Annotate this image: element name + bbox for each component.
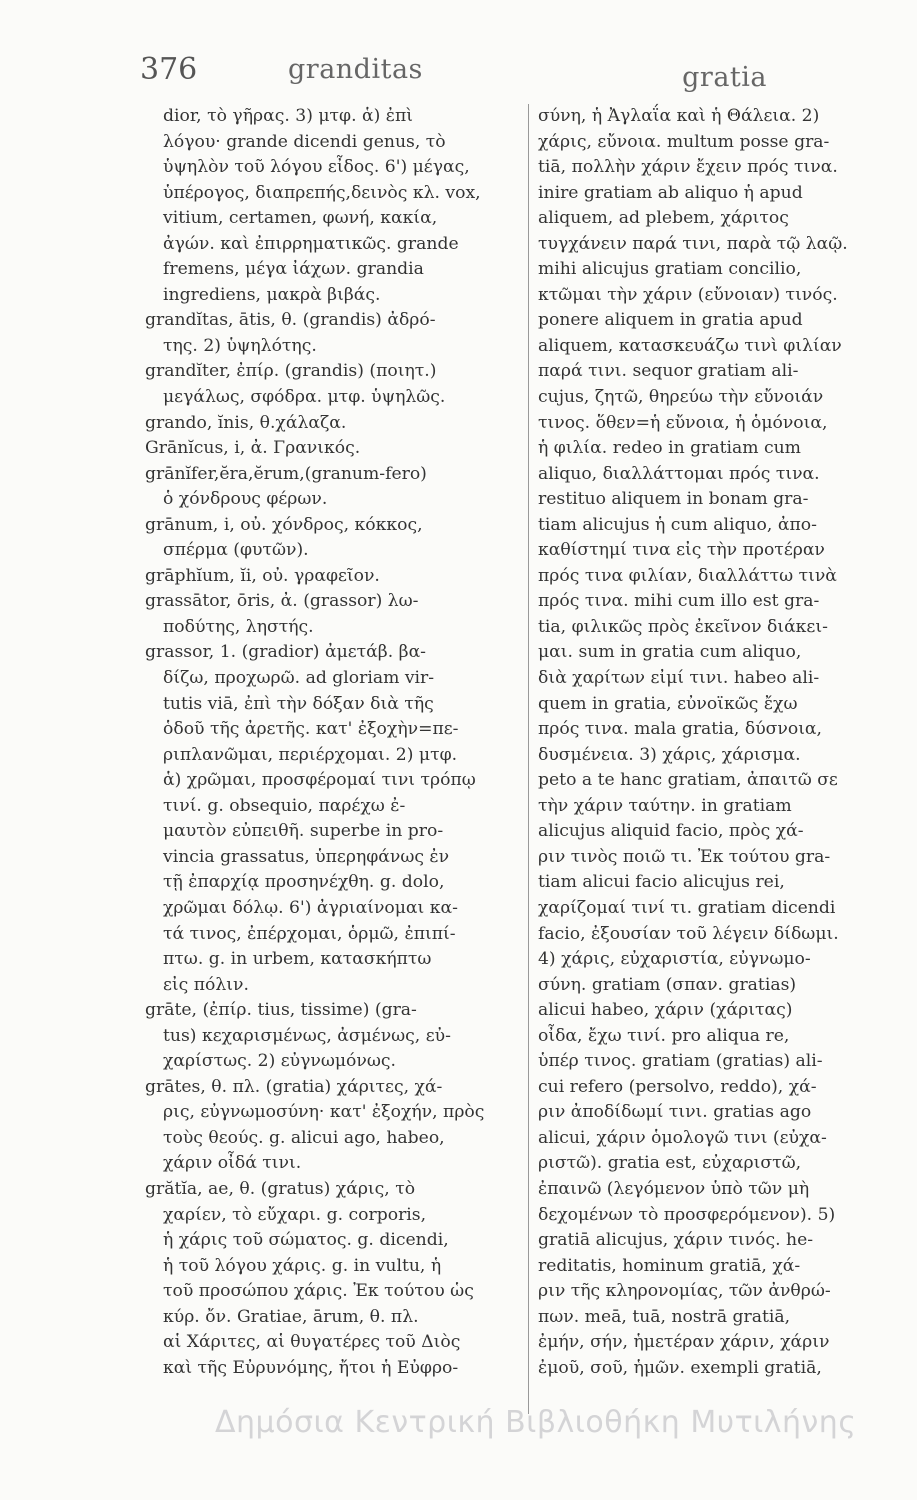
text-line: παρά τινι. sequor gratiam ali-	[538, 361, 799, 382]
text-line: vitium, certamen, φωνή, κακία,	[163, 208, 438, 229]
text-line: τά τινος, ἐπέρχομαι, ὁρμῶ, ἐπιπί-	[163, 923, 456, 944]
text-line: fremens, μέγα ἰάχων. grandia	[163, 259, 424, 280]
text-line: κύρ. ὄν. Gratiae, ārum, θ. πλ.	[163, 1306, 419, 1327]
text-line: grānum, i, οὐ. χόνδρος, κόκκος,	[145, 514, 423, 535]
text-line: πρός τινα φιλίαν, διαλλάττω τινὰ	[538, 565, 837, 586]
text-line: restituo aliquem in bonam gra-	[538, 489, 809, 510]
text-line: τοῦ προσώπου χάρις. Ἐκ τούτου ὡς	[163, 1281, 474, 1302]
text-line: πτω. g. in urbem, κατασκήπτω	[163, 949, 432, 970]
text-line: ἐμήν, σήν, ἡμετέραν χάριν, χάριν	[538, 1332, 830, 1353]
left-headword: granditas	[288, 54, 423, 85]
text-line: ὑπέρογος, διαπρεπής,δεινὸς κλ. vox,	[163, 182, 481, 203]
text-line: σπέρμα (φυτῶν).	[163, 540, 309, 561]
text-line: χαρίστως. 2) εὐγνωμόνως.	[163, 1051, 396, 1072]
text-line: cui refero (persolvo, reddo), χά-	[538, 1076, 817, 1097]
text-line: οἶδα, ἔχω τινί. pro aliqua re,	[538, 1025, 790, 1046]
text-line: σύνη. gratiam (σπαν. gratias)	[538, 974, 797, 995]
text-line: εἰς πόλιν.	[163, 974, 249, 995]
text-line: tutis viā, ἐπὶ τὴν δόξαν διὰ τῆς	[163, 693, 434, 714]
text-line: ponere aliquem in gratia apud	[538, 310, 803, 331]
text-line: inire gratiam ab aliquo ἡ apud	[538, 182, 803, 203]
right-column	[538, 104, 910, 1381]
text-line: δυσμένεια. 3) χάρις, χάρισμα.	[538, 744, 801, 765]
text-line: grandĭter, ἐπίρ. (grandis) (ποιητ.)	[145, 361, 437, 382]
text-line: Grānĭcus, i, ἀ. Γρανικός.	[145, 438, 361, 459]
text-line: grāphĭum, ĭi, οὐ. γραφεῖον.	[145, 565, 380, 586]
text-line: ριν τινὸς ποιῶ τι. Ἐκ τούτου gra-	[538, 846, 831, 867]
text-line: quem in gratia, εὐνοϊκῶς ἔχω	[538, 693, 798, 714]
text-line: αἱ Χάριτες, αἱ θυγατέρες τοῦ Διὸς	[163, 1332, 461, 1353]
text-line: χάρις, εὔνοια. multum posse gra-	[538, 131, 830, 152]
text-line: μεγάλως, σφόδρα. μτφ. ὑψηλῶς.	[163, 387, 446, 408]
text-line: χρῶμαι δόλῳ. 6') ἀγριαίνομαι κα-	[163, 897, 458, 918]
text-line: grassor, 1. (gradior) ἀμετάβ. βα-	[145, 642, 426, 663]
text-line: tiā, πολλὴν χάριν ἔχειν πρός τινα.	[538, 157, 838, 178]
text-line: alicujus aliquid facio, πρὸς χά-	[538, 821, 804, 842]
text-line: aliquem, ad plebem, χάριτος	[538, 208, 789, 229]
left-column	[145, 104, 515, 1381]
text-line: ριπλανῶμαι, περιέρχομαι. 2) μτφ.	[163, 744, 458, 765]
text-line: ριστῶ). gratia est, εὐχαριστῶ,	[538, 1153, 802, 1174]
text-line: peto a te hanc gratiam, ἀπαιτῶ σε	[538, 770, 838, 791]
text-line: κτῶμαι τὴν χάριν (εὔνοιαν) τινός.	[538, 284, 838, 305]
library-watermark: Δημόσια Κεντρική Βιβλιοθήκη Μυτιλήνης	[215, 1405, 857, 1440]
text-line: τινί. g. obsequio, παρέχω ἐ-	[163, 795, 406, 816]
text-line: ingrediens, μακρὰ βιβάς.	[163, 284, 381, 305]
text-line: facio, ἐξουσίαν τοῦ λέγειν δίδωμι.	[538, 923, 839, 944]
text-line: ἡ τοῦ λόγου χάρις. g. in vultu, ἡ	[163, 1255, 442, 1276]
text-line: ριν τῆς κληρονομίας, τῶν ἀνθρώ-	[538, 1281, 831, 1302]
text-line: χαρίζομαί τινί τι. gratiam dicendi	[538, 897, 836, 918]
text-line: mihi alicujus gratiam concilio,	[538, 259, 802, 280]
text-line: τὴν χάριν ταύτην. in gratiam	[538, 795, 792, 816]
text-line: alicui, χάριν ὁμολογῶ τινι (εὐχα-	[538, 1127, 827, 1148]
text-line: ὑπέρ τινος. gratiam (gratias) ali-	[538, 1051, 823, 1072]
text-line: tiam alicujus ἡ cum aliquo, ἀπο-	[538, 514, 817, 535]
text-line: tus) κεχαρισμένως, ἀσμένως, εὐ-	[163, 1025, 451, 1046]
text-line: τινος. ὅθεν=ἡ εὔνοια, ἡ ὁμόνοια,	[538, 412, 828, 433]
text-line: aliquo, διαλλάττομαι πρός τινα.	[538, 463, 820, 484]
text-line: ὑψηλὸν τοῦ λόγου εἶδος. 6') μέγας,	[163, 157, 470, 178]
text-line: ὁδοῦ τῆς ἀρετῆς. κατ' ἐξοχὴν=πε-	[163, 719, 459, 740]
page-header	[140, 52, 767, 96]
text-line: δεχομένων τὸ προσφερόμενον). 5)	[538, 1204, 836, 1225]
text-line: ὁ χόνδρους φέρων.	[163, 489, 328, 510]
text-line: grāte, (ἐπίρ. tius, tissime) (gra-	[145, 1000, 417, 1021]
text-line: χαρίεν, τὸ εὔχαρι. g. corporis,	[163, 1204, 427, 1225]
text-line: grătĭa, ae, θ. (gratus) χάρις, τὸ	[145, 1178, 416, 1199]
text-line: tiam alicui facio alicujus rei,	[538, 872, 785, 893]
text-line: χάριν οἶδά τινι.	[163, 1153, 302, 1174]
text-line: πων. meā, tuā, nostrā gratiā,	[538, 1306, 791, 1327]
text-line: ἡ χάρις τοῦ σώματος. g. dicendi,	[163, 1230, 449, 1251]
text-line: τῇ ἐπαρχίᾳ προσηνέχθη. g. dolo,	[163, 872, 445, 893]
text-line: dior, τὸ γῆρας. 3) μτφ. ἁ) ἐπὶ	[163, 106, 414, 126]
text-line: grātes, θ. πλ. (gratia) χάριτες, χά-	[145, 1076, 443, 1097]
text-line: grānĭfer,ĕra,ĕrum,(granum-fero)	[145, 463, 427, 484]
page-number: 376	[140, 52, 198, 87]
text-line: της. 2) ὑψηλότης.	[163, 335, 317, 356]
right-headword: gratia	[682, 62, 767, 93]
text-line: 4) χάρις, εὐχαριστία, εὐγνωμο-	[538, 949, 811, 970]
text-line: vincia grassatus, ὑπερηφάνως ἐν	[163, 846, 450, 867]
text-line: alicui habeo, χάριν (χάριτας)	[538, 1000, 793, 1021]
text-line: ποδύτης, ληστής.	[163, 616, 314, 637]
text-line: reditatis, hominum gratiā, χά-	[538, 1255, 801, 1276]
text-line: πρός τινα. mala gratia, δύσνοια,	[538, 719, 822, 740]
text-line: σύνη, ἡ Ἀγλαΐα καὶ ἡ Θάλεια. 2)	[538, 106, 820, 126]
text-line: grando, ĭnis, θ.χάλαζα.	[145, 412, 347, 433]
text-line: δίζω, προχωρῶ. ad gloriam vir-	[163, 668, 435, 689]
text-line: tia, φιλικῶς πρὸς ἐκεῖνον διάκει-	[538, 616, 828, 637]
text-line: μαυτὸν εὐπειθῆ. superbe in pro-	[163, 821, 444, 842]
text-line: grandĭtas, ātis, θ. (grandis) ἀδρό-	[145, 310, 436, 331]
text-line: πρός τινα. mihi cum illo est gra-	[538, 591, 820, 612]
text-line: ἁ) χρῶμαι, προσφέρομαί τινι τρόπῳ	[163, 770, 476, 791]
text-line: ρις, εὐγνωμοσύνη· κατ' ἐξοχήν, πρὸς	[163, 1102, 485, 1123]
text-line: διὰ χαρίτων εἰμί τινι. habeo ali-	[538, 668, 820, 689]
column-divider	[528, 104, 529, 1414]
text-line: aliquem, κατασκευάζω τινὶ φιλίαν	[538, 335, 842, 356]
text-line: ἐπαινῶ (λεγόμενον ὑπὸ τῶν μὴ	[538, 1178, 810, 1199]
text-line: ἀγών. καὶ ἐπιρρηματικῶς. grande	[163, 233, 459, 254]
text-line: τυγχάνειν παρά τινι, παρὰ τῷ λαῷ.	[538, 233, 848, 254]
text-line: λόγου· grande dicendi genus, τὸ	[163, 131, 446, 152]
text-line: ἡ φιλία. redeo in gratiam cum	[538, 438, 801, 459]
text-line: grassātor, ōris, ἀ. (grassor) λω-	[145, 591, 419, 612]
text-line: gratiā alicujus, χάριν τινός. he-	[538, 1230, 814, 1251]
text-line: cujus, ζητῶ, θηρεύω τὴν εὔνοιάν	[538, 387, 824, 408]
text-line: καὶ τῆς Εὐρυνόμης, ἤτοι ἡ Εὐφρο-	[163, 1357, 459, 1378]
text-line: μαι. sum in gratia cum aliquo,	[538, 642, 802, 663]
text-line: καθίστημί τινα εἰς τὴν προτέραν	[538, 540, 825, 561]
text-line: ριν ἀποδίδωμί τινι. gratias ago	[538, 1102, 812, 1123]
text-line: ἐμοῦ, σοῦ, ἡμῶν. exempli gratiā,	[538, 1357, 822, 1378]
text-line: τοὺς θεούς. g. alicui ago, habeo,	[163, 1127, 445, 1148]
